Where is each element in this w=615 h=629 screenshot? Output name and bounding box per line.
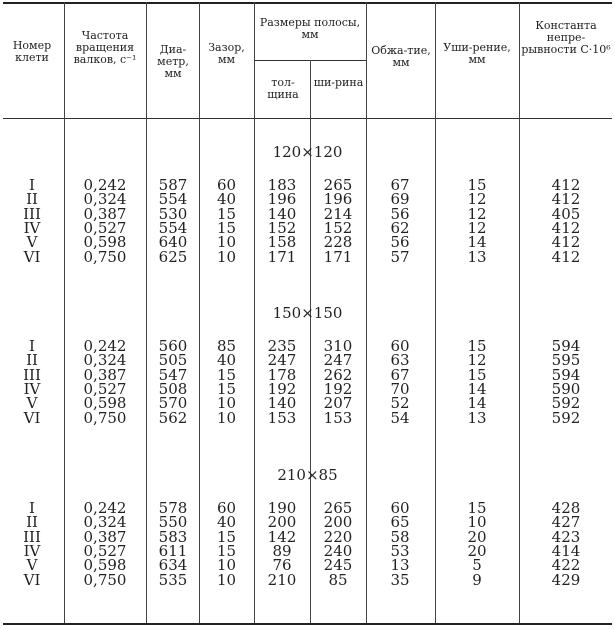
cell-continuity-constant: 412 <box>551 218 581 237</box>
cell-reduction: 65 <box>390 513 410 532</box>
cell-rotation-speed: 0,387 <box>83 204 127 223</box>
cell-strip-thickness: 89 <box>272 541 292 560</box>
cell-strip-width: 192 <box>323 379 353 398</box>
cell-roll-diameter: 625 <box>158 247 188 266</box>
header-bottom-rule <box>3 118 612 119</box>
cell-strip-thickness: 153 <box>267 408 297 427</box>
cell-spread: 15 <box>467 365 487 384</box>
cell-strip-thickness: 142 <box>267 527 297 546</box>
cell-roll-gap: 10 <box>216 233 237 252</box>
cell-reduction: 35 <box>390 570 410 589</box>
cell-strip-thickness: 183 <box>267 176 297 194</box>
cell-strip-width: 152 <box>323 218 353 237</box>
cell-strip-width: 228 <box>323 233 353 252</box>
cell-reduction: 62 <box>390 218 410 237</box>
cell-roll-gap: 10 <box>216 247 237 266</box>
cell-spread: 13 <box>467 408 487 427</box>
cell-stand-number: V <box>26 394 38 413</box>
cell-strip-width: 240 <box>323 541 353 560</box>
cell-strip-thickness: 152 <box>267 218 297 237</box>
cell-stand-number: III <box>23 204 41 223</box>
cell-strip-width: 196 <box>323 190 353 209</box>
section-caption: 150×150 <box>272 304 343 322</box>
cell-roll-diameter: 634 <box>158 556 188 575</box>
cell-strip-width: 153 <box>323 408 353 427</box>
cell-spread: 15 <box>467 499 487 517</box>
cell-reduction: 67 <box>390 176 410 194</box>
cell-roll-gap: 60 <box>216 499 237 517</box>
cell-strip-width: 265 <box>323 176 353 194</box>
cell-roll-diameter: 530 <box>158 204 188 223</box>
cell-roll-gap: 40 <box>216 190 237 209</box>
cell-reduction: 67 <box>390 365 410 384</box>
cell-spread: 12 <box>467 190 487 209</box>
cell-strip-thickness: 171 <box>267 247 297 266</box>
cell-spread: 20 <box>467 527 487 546</box>
cell-stand-number: II <box>26 190 38 209</box>
cell-continuity-constant: 414 <box>551 541 581 560</box>
section-caption: 210×85 <box>277 466 338 484</box>
cell-roll-gap: 60 <box>216 176 237 194</box>
cell-spread: 9 <box>472 570 482 589</box>
header-reduction: Обжа-тие, мм <box>371 44 431 69</box>
cell-roll-diameter: 640 <box>158 233 188 252</box>
cell-roll-diameter: 508 <box>158 379 188 398</box>
cell-spread: 10 <box>467 513 487 532</box>
cell-rotation-speed: 0,324 <box>83 513 127 532</box>
cell-spread: 15 <box>467 337 487 355</box>
cell-spread: 15 <box>467 176 487 194</box>
cell-strip-thickness: 200 <box>267 513 297 532</box>
cell-strip-width: 200 <box>323 513 353 532</box>
header-sizes: Размеры полосы, мм <box>259 16 361 41</box>
cell-roll-diameter: 570 <box>158 394 188 413</box>
cell-roll-gap: 15 <box>216 365 237 384</box>
header-constant: Константа непре-рывности C·10⁶ <box>521 19 611 56</box>
cell-roll-gap: 15 <box>216 204 237 223</box>
cell-strip-thickness: 140 <box>267 204 297 223</box>
cell-roll-gap: 10 <box>216 570 237 589</box>
header-gap: Зазор, мм <box>208 41 245 66</box>
cell-spread: 14 <box>467 233 487 252</box>
cell-strip-width: 265 <box>323 499 353 517</box>
cell-rotation-speed: 0,242 <box>83 337 127 355</box>
cell-stand-number: II <box>26 351 38 370</box>
cell-reduction: 53 <box>390 541 410 560</box>
cell-roll-gap: 15 <box>216 541 237 560</box>
cell-rotation-speed: 0,242 <box>83 176 127 194</box>
cell-roll-diameter: 560 <box>158 337 188 355</box>
cell-roll-diameter: 550 <box>158 513 188 532</box>
cell-continuity-constant: 412 <box>551 176 581 194</box>
cell-strip-width: 207 <box>323 394 353 413</box>
cell-continuity-constant: 594 <box>551 337 581 355</box>
cell-continuity-constant: 422 <box>551 556 581 575</box>
cell-continuity-constant: 412 <box>551 233 581 252</box>
cell-rotation-speed: 0,324 <box>83 351 127 370</box>
cell-roll-diameter: 583 <box>158 527 188 546</box>
cell-roll-diameter: 505 <box>158 351 188 370</box>
cell-roll-diameter: 611 <box>158 541 188 560</box>
cell-strip-thickness: 158 <box>267 233 297 252</box>
table-bottom-rule <box>3 623 612 625</box>
cell-reduction: 70 <box>390 379 410 398</box>
table-top-rule <box>3 2 612 4</box>
cell-continuity-constant: 412 <box>551 190 581 209</box>
cell-roll-diameter: 578 <box>158 499 188 517</box>
cell-strip-thickness: 76 <box>272 556 292 575</box>
cell-stand-number: IV <box>23 379 41 398</box>
cell-rotation-speed: 0,242 <box>83 499 127 517</box>
cell-stand-number: IV <box>23 541 41 560</box>
cell-spread: 12 <box>467 351 487 370</box>
cell-roll-gap: 85 <box>216 337 237 355</box>
cell-rotation-speed: 0,387 <box>83 527 127 546</box>
cell-continuity-constant: 590 <box>551 379 581 398</box>
cell-roll-diameter: 547 <box>158 365 188 384</box>
cell-spread: 13 <box>467 247 487 266</box>
header-speed: Частота вращения валков, с⁻¹ <box>73 29 137 66</box>
cell-strip-thickness: 247 <box>267 351 297 370</box>
cell-rotation-speed: 0,750 <box>83 408 127 427</box>
cell-stand-number: VI <box>23 570 41 589</box>
cell-roll-diameter: 554 <box>158 218 188 237</box>
cell-continuity-constant: 429 <box>551 570 581 589</box>
cell-rotation-speed: 0,527 <box>83 379 127 398</box>
cell-strip-width: 220 <box>323 527 353 546</box>
cell-reduction: 57 <box>390 247 410 266</box>
cell-strip-width: 310 <box>323 337 353 355</box>
cell-stand-number: V <box>26 556 38 575</box>
header-width: ши-рина <box>313 76 364 89</box>
cell-strip-thickness: 210 <box>267 570 297 589</box>
cell-stand-number: I <box>29 499 35 517</box>
cell-strip-thickness: 178 <box>267 365 297 384</box>
cell-spread: 12 <box>467 218 487 237</box>
cell-reduction: 69 <box>390 190 410 209</box>
cell-rotation-speed: 0,527 <box>83 218 127 237</box>
header-thickness: тол-щина <box>267 76 299 101</box>
cell-reduction: 56 <box>390 204 410 223</box>
cell-stand-number: V <box>26 233 38 252</box>
header-stand: Номер клети <box>12 39 52 64</box>
cell-strip-width: 262 <box>323 365 353 384</box>
cell-roll-diameter: 562 <box>158 408 188 427</box>
cell-spread: 14 <box>467 394 487 413</box>
cell-roll-gap: 40 <box>216 351 237 370</box>
cell-reduction: 60 <box>390 499 410 517</box>
cell-reduction: 56 <box>390 233 410 252</box>
cell-strip-width: 171 <box>323 247 353 266</box>
cell-roll-diameter: 535 <box>158 570 188 589</box>
cell-spread: 20 <box>467 541 487 560</box>
header-diameter: Диа-метр, мм <box>157 43 189 80</box>
cell-reduction: 60 <box>390 337 410 355</box>
cell-stand-number: I <box>29 176 35 194</box>
cell-continuity-constant: 594 <box>551 365 581 384</box>
cell-stand-number: VI <box>23 247 41 266</box>
cell-strip-width: 214 <box>323 204 353 223</box>
cell-continuity-constant: 595 <box>551 351 581 370</box>
cell-stand-number: VI <box>23 408 41 427</box>
cell-strip-width: 245 <box>323 556 353 575</box>
cell-rotation-speed: 0,598 <box>83 556 127 575</box>
cell-roll-gap: 15 <box>216 527 237 546</box>
cell-spread: 12 <box>467 204 487 223</box>
cell-strip-width: 85 <box>328 570 348 589</box>
cell-roll-diameter: 587 <box>158 176 188 194</box>
cell-continuity-constant: 427 <box>551 513 581 532</box>
cell-strip-thickness: 190 <box>267 499 297 517</box>
cell-continuity-constant: 428 <box>551 499 581 517</box>
cell-strip-thickness: 196 <box>267 190 297 209</box>
cell-rotation-speed: 0,598 <box>83 233 127 252</box>
cell-reduction: 58 <box>390 527 410 546</box>
cell-reduction: 54 <box>390 408 410 427</box>
cell-roll-gap: 10 <box>216 408 237 427</box>
cell-roll-gap: 10 <box>216 394 237 413</box>
cell-continuity-constant: 592 <box>551 408 581 427</box>
cell-strip-thickness: 235 <box>267 337 297 355</box>
cell-rotation-speed: 0,598 <box>83 394 127 413</box>
cell-rotation-speed: 0,324 <box>83 190 127 209</box>
cell-spread: 14 <box>467 379 487 398</box>
cell-roll-gap: 40 <box>216 513 237 532</box>
cell-rotation-speed: 0,527 <box>83 541 127 560</box>
cell-roll-diameter: 554 <box>158 190 188 209</box>
cell-rotation-speed: 0,387 <box>83 365 127 384</box>
section-caption: 120×120 <box>272 143 343 161</box>
cell-roll-gap: 15 <box>216 379 237 398</box>
cell-strip-thickness: 140 <box>267 394 297 413</box>
cell-rotation-speed: 0,750 <box>83 570 127 589</box>
cell-reduction: 63 <box>390 351 410 370</box>
cell-continuity-constant: 592 <box>551 394 581 413</box>
header-spread: Уши-рение, мм <box>443 41 511 66</box>
cell-continuity-constant: 412 <box>551 247 581 266</box>
cell-stand-number: IV <box>23 218 41 237</box>
cell-reduction: 52 <box>390 394 410 413</box>
cell-strip-thickness: 192 <box>267 379 297 398</box>
cell-continuity-constant: 423 <box>551 527 581 546</box>
cell-strip-width: 247 <box>323 351 353 370</box>
cell-stand-number: III <box>23 365 41 384</box>
cell-rotation-speed: 0,750 <box>83 247 127 266</box>
cell-stand-number: I <box>29 337 35 355</box>
cell-stand-number: II <box>26 513 38 532</box>
cell-reduction: 13 <box>390 556 410 575</box>
cell-spread: 5 <box>472 556 482 575</box>
cell-roll-gap: 10 <box>216 556 237 575</box>
cell-stand-number: III <box>23 527 41 546</box>
cell-continuity-constant: 405 <box>551 204 581 223</box>
cell-roll-gap: 15 <box>216 218 237 237</box>
